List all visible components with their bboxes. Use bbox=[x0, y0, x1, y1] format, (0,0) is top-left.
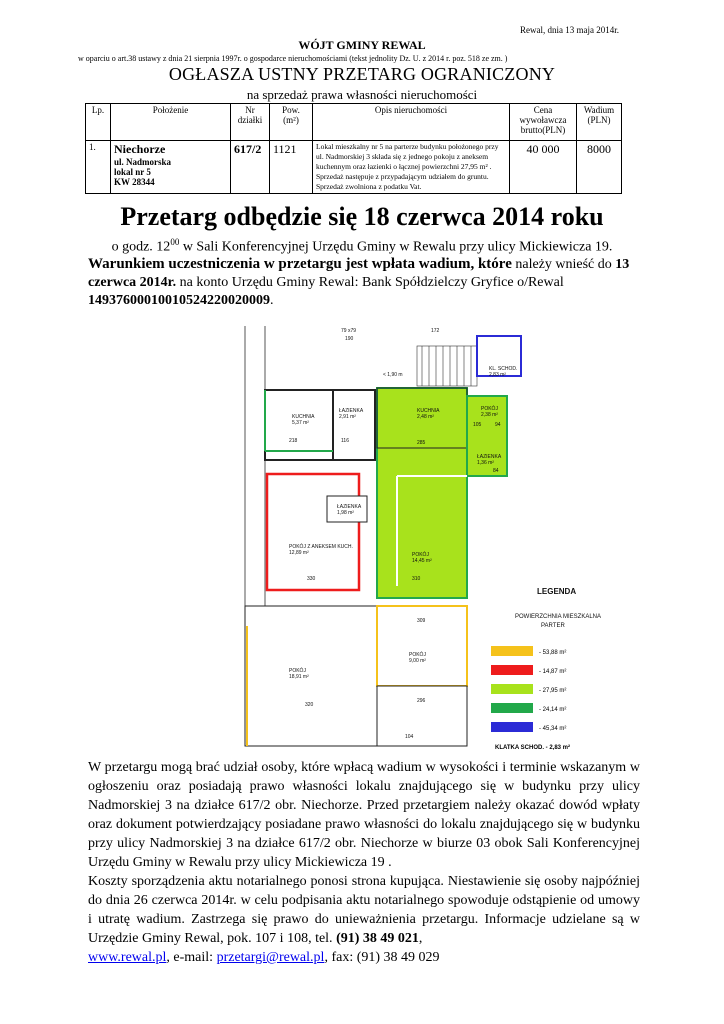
condition-end: . bbox=[270, 293, 274, 308]
legend-subtitle-1: POWIERZCHNIA MIESZKALNA bbox=[515, 614, 602, 620]
dim-label: 105 bbox=[473, 422, 482, 428]
col-description: Opis nieruchomości bbox=[313, 104, 510, 141]
floor-plan bbox=[237, 326, 637, 751]
legend-swatch bbox=[491, 722, 533, 732]
legend-swatch bbox=[491, 665, 533, 675]
dim-label: < 1,90 m bbox=[383, 372, 403, 378]
body-paragraph-1: W przetargu mogą brać udział osoby, które wpłacą wadium w wysokości i terminie wskazanym w ogłoszeniu oraz posiadają prawo własności lokalu znajdującego się w budynku przy ulicy Nadmorskiej 3 na działce 617/2 obr. Niechorze. Przed przetargiem należy okazać dowód wpłaty oraz dokument potwierdzający posiadane prawo własności do lokalu znajdującego się w budynku przy ulicy Nadmorskiej 3 na działce 617/2 obr. Niechorze w biurze 03 obok Sali Konferencyjnej Urzędu Gminy w Rewalu przy ulicy Mickiewicza 19 . bbox=[88, 760, 640, 870]
room-label-area: 12,89 m² bbox=[289, 550, 309, 556]
body-paragraph-2 bbox=[88, 872, 640, 948]
dim-label: 330 bbox=[307, 576, 316, 582]
room-label: POKÓJ Z ANEKSEM KUCH. bbox=[289, 544, 353, 550]
room-label: POKÓJ bbox=[481, 406, 498, 412]
condition-text-1: należy wnieść do bbox=[511, 257, 616, 272]
room-label: ŁAZIENKA bbox=[337, 504, 362, 510]
legend-subtitle-2: PARTER bbox=[541, 623, 565, 629]
dim-label: 309 bbox=[417, 618, 426, 624]
legend-value: - 14,87 m² bbox=[539, 669, 567, 675]
legend-value: - 24,14 m² bbox=[539, 707, 567, 713]
phone-separator: , bbox=[418, 931, 423, 946]
col-area-unit: (m²) bbox=[283, 115, 299, 125]
cell-price: 40 000 bbox=[510, 141, 577, 194]
contact-line bbox=[88, 948, 640, 967]
room-label-area: 9,00 m² bbox=[409, 658, 426, 664]
dim-label: 104 bbox=[405, 734, 414, 740]
issuer-title: WÓJT GMINY REWAL bbox=[298, 38, 426, 52]
dim-label: 310 bbox=[412, 576, 421, 582]
condition-date: 13 czerwca 2014r. bbox=[88, 257, 630, 290]
dim-label: 190 bbox=[345, 336, 354, 342]
body-paragraph-2-text: Koszty sporządzenia aktu notarialnego ponosi strona kupująca. Niestawienie się osoby najpóźniej do dnia 26 czerwca 2014r. w celu podpisania aktu notarialnego spowoduje odstąpienie od umowy i utratę wadium. Zastrzega się prawo do unieważnienia przetargu. Informacje udzielane są w Urzędzie Gminy Rewal, pok. 107 i 108, tel. bbox=[88, 874, 640, 946]
col-deposit: Wadium (PLN) bbox=[577, 104, 622, 141]
room-label: POKÓJ bbox=[409, 652, 426, 658]
cell-area: 1121 bbox=[270, 141, 313, 194]
email-prefix: , e-mail: bbox=[166, 950, 217, 965]
announcement-body bbox=[88, 758, 640, 967]
room-label-area: 14,45 m² bbox=[412, 558, 432, 564]
dim-label: 84 bbox=[493, 468, 499, 474]
room-label: ŁAZIENKA bbox=[477, 454, 502, 460]
legal-basis: w oparciu o art.38 ustawy z dnia 21 sierpnia 1997r. o gospodarce nieruchomościami (tekst jednolity Dz. U. z 2014 r. poz. 518 ze zm. ) bbox=[78, 54, 508, 63]
auction-title: Przetarg odbędzie się 18 czerwca 2014 roku bbox=[120, 202, 604, 231]
dim-label: 94 bbox=[495, 422, 501, 428]
property-table bbox=[85, 103, 622, 194]
dim-label: 79 x79 bbox=[341, 328, 357, 334]
website-link[interactable]: www.rewal.pl bbox=[88, 950, 167, 965]
col-area-label: Pow. bbox=[282, 105, 300, 115]
room-label-area: 1,98 m² bbox=[337, 510, 354, 516]
participation-conditions bbox=[88, 255, 638, 310]
location-kw: KW 28344 bbox=[114, 177, 155, 187]
room-label: POKÓJ bbox=[412, 552, 429, 558]
email-link[interactable]: przetargi@rewal.pl bbox=[216, 950, 325, 965]
col-lp: Lp. bbox=[86, 104, 111, 141]
cell-plot: 617/2 bbox=[231, 141, 270, 194]
legend-swatch bbox=[491, 684, 533, 694]
staircase bbox=[417, 346, 477, 386]
room-label: POKÓJ bbox=[289, 668, 306, 674]
dim-label: 116 bbox=[341, 438, 349, 444]
legend-swatch bbox=[491, 646, 533, 656]
room-bathroom-1 bbox=[333, 390, 375, 460]
room-label-area: 2,91 m² bbox=[339, 414, 356, 420]
condition-bold: Warunkiem uczestniczenia w przetargu jest wpłata wadium, które bbox=[88, 256, 512, 272]
location-unit: lokal nr 5 bbox=[114, 167, 151, 177]
legend bbox=[515, 587, 601, 629]
legend-value: - 53,88 m² bbox=[539, 650, 567, 656]
location-street: ul. Nadmorska bbox=[114, 157, 172, 167]
dim-label: 218 bbox=[289, 438, 298, 444]
document-date: Rewal, dnia 13 maja 2014r. bbox=[520, 25, 619, 35]
room-label-area: 2,48 m² bbox=[417, 414, 434, 420]
table-header-row bbox=[86, 104, 622, 141]
col-price: Cena wywoławcza brutto(PLN) bbox=[510, 104, 577, 141]
time-post: w Sali Konferencyjnej Urzędu Gminy w Rewalu przy ulicy Mickiewicza 19. bbox=[179, 239, 613, 255]
room-label-area: 1,36 m² bbox=[477, 460, 494, 466]
room-label: KUCHNIA bbox=[417, 408, 440, 414]
room-bottom-left bbox=[245, 606, 377, 746]
legend-value: KLATKA SCHOD. - 2,83 m² bbox=[495, 745, 571, 751]
cell-description: Lokal mieszkalny nr 5 na parterze budynku położonego przy ul. Nadmorskiej 3 składa się z jednego pokoju z aneksem kuchennym oraz łazienki o łącznej powierzchni 27,95 m² . Sprzedaż następuje z przypadającym udziałem do gruntu. Sprzedaż zwolniona z podatku Vat. bbox=[313, 141, 510, 194]
room-label: ŁAZIENKA bbox=[339, 408, 364, 414]
col-plot: Nr działki bbox=[231, 104, 270, 141]
dim-label: 285 bbox=[417, 440, 426, 446]
col-area bbox=[270, 104, 313, 141]
time-pre: o godz. 12 bbox=[111, 239, 171, 255]
fax-number: , fax: (91) 38 49 029 bbox=[324, 950, 440, 965]
cell-location bbox=[111, 141, 231, 194]
apartment-red bbox=[267, 474, 359, 590]
dim-label: 172 bbox=[431, 328, 440, 334]
col-location: Położenie bbox=[111, 104, 231, 141]
bank-account: 14937600010010524220020009 bbox=[88, 293, 270, 308]
room-label-area: 18,91 m² bbox=[289, 674, 309, 680]
cell-deposit: 8000 bbox=[577, 141, 622, 194]
legend-value: - 45,34 m² bbox=[539, 726, 567, 732]
condition-text-2: na konto Urzędu Gminy Rewal: Bank Spółdzielczy Gryfice o/Rewal bbox=[176, 275, 564, 290]
legend-title: LEGENDA bbox=[537, 587, 577, 596]
announcement-heading: OGŁASZA USTNY PRZETARG OGRANICZONY bbox=[168, 64, 556, 84]
location-town: Niechorze bbox=[114, 142, 166, 156]
auction-time bbox=[0, 237, 724, 256]
legend-swatch bbox=[491, 703, 533, 713]
legend-value: - 27,95 m² bbox=[539, 688, 567, 694]
room-label: KUCHNIA bbox=[292, 414, 315, 420]
room-label: KL. SCHOD. bbox=[489, 366, 518, 372]
cell-lp: 1. bbox=[86, 141, 111, 194]
table-row bbox=[86, 141, 622, 194]
room-label-area: 2,83 m² bbox=[489, 372, 506, 378]
room-bottom-right bbox=[377, 686, 467, 746]
announcement-subheading: na sprzedaż prawa własności nieruchomości bbox=[246, 87, 478, 102]
room-label-area: 2,38 m² bbox=[481, 412, 498, 418]
dim-label: 296 bbox=[417, 698, 426, 704]
dim-label: 320 bbox=[305, 702, 314, 708]
phone-number: (91) 38 49 021 bbox=[336, 931, 419, 946]
time-sup: 00 bbox=[170, 237, 180, 247]
room-label-area: 5,37 m² bbox=[292, 420, 309, 426]
